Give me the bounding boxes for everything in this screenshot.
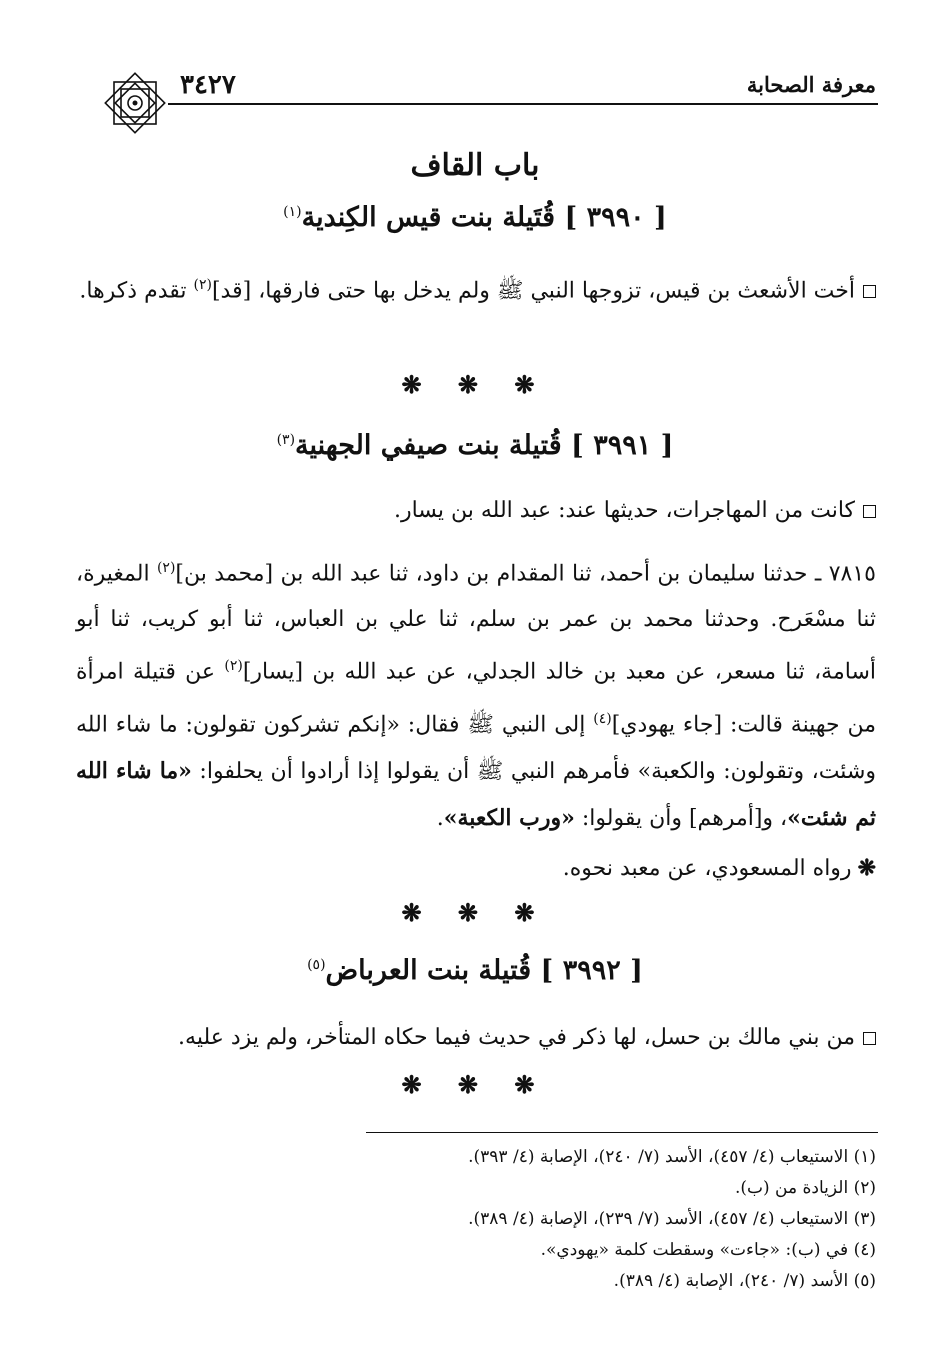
entry-heading-3990 bbox=[0, 202, 950, 233]
footnote-ref: (٢) bbox=[224, 658, 243, 675]
hadith-text: . bbox=[436, 805, 444, 831]
footnote-ref: (٥) bbox=[307, 957, 326, 973]
hadith-text: ، و[أمرهم] وأن يقولوا: bbox=[574, 805, 788, 831]
running-title: معرفة الصحابة bbox=[746, 72, 876, 97]
square-bullet-icon bbox=[863, 505, 876, 518]
header-rule bbox=[168, 103, 878, 105]
square-bullet-icon bbox=[863, 285, 876, 298]
entry-heading-3991 bbox=[0, 430, 950, 461]
footnote: (١) الاستيعاب (٤/ ٤٥٧)، الأسد (٧/ ٢٤٠)، الإصابة (٤/ ٣٩٣). bbox=[468, 1147, 876, 1167]
entry-intro-3991 bbox=[76, 488, 876, 534]
hadith-text: إلى النبي ﷺ فقال: «إنكم تشركون تقولون: ما شاء الله وشئت، وتقولون: والكعبة» فأمرهم النبي ﷺ أن يقولوا إذا أرادوا أن يحلفوا: bbox=[76, 711, 876, 784]
hadith-bold-phrase: «ما شاء الله ثم شئت» bbox=[76, 757, 876, 831]
footnote: (٢) الزيادة من (ب). bbox=[734, 1178, 876, 1198]
footnote-ref: (٢) bbox=[156, 560, 176, 576]
footnote-rule bbox=[366, 1132, 878, 1133]
entry-text-part: أخت الأشعث بن قيس، تزوجها النبي ﷺ ولم يدخل بها حتى فارقها، [قد] bbox=[211, 278, 855, 304]
footnote: (٥) الأسد (٧/ ٢٤٠)، الإصابة (٤/ ٣٨٩). bbox=[613, 1271, 876, 1291]
footnote-ref: (٣) bbox=[276, 432, 296, 448]
footnote: (٣) الاستيعاب (٤/ ٤٥٧)، الأسد (٧/ ٢٣٩)، الإصابة (٤/ ٣٨٩). bbox=[468, 1209, 876, 1229]
hadith-7815 bbox=[76, 545, 876, 842]
hadith-text: المغيرة، ثنا مسْعَرح. وحدثنا محمد بن عمر بن سلم، ثنا علي بن العباس، ثنا أبو كريب، ثنا أبو أسامة، ثنا مسعر، عن معبد بن خالد الجدلي، عن عبد الله بن [يسار] bbox=[76, 561, 876, 685]
narration-text: رواه المسعودي، عن معبد نحوه. bbox=[562, 856, 852, 881]
page-number: ٣٤٢٧ bbox=[180, 70, 236, 100]
entry-text-3992 bbox=[76, 1015, 876, 1061]
entry-intro-text: كانت من المهاجرات، حديثها عند: عبد الله بن يسار. bbox=[393, 498, 855, 523]
entry-heading-text: [ ٣٩٩١ ] قُتيلة بنت صيفي الجهنية bbox=[295, 430, 674, 461]
entry-heading-text: [ ٣٩٩٢ ] قُتيلة بنت العرباض bbox=[325, 955, 643, 986]
hadith-text: ٧٨١٥ ـ حدثنا سليمان بن أحمد، ثنا المقدام بن داود، ثنا عبد الله بن [محمد بن] bbox=[175, 561, 876, 587]
narration-note bbox=[76, 845, 876, 892]
octagonal-star-ornament-icon bbox=[102, 70, 168, 136]
section-separator: ❋ ❋ ❋ bbox=[401, 1070, 549, 1099]
footnote: (٤) في (ب): «جاءت» وسقطت كلمة «يهودي». bbox=[540, 1240, 876, 1260]
section-separator: ❋ ❋ ❋ bbox=[401, 898, 549, 927]
entry-heading-3992 bbox=[0, 955, 950, 986]
footnote-ref: (١) bbox=[283, 204, 302, 220]
square-bullet-icon bbox=[863, 1032, 876, 1045]
footnote-ref: (٤) bbox=[593, 710, 612, 727]
entry-text-part: تقدم ذكرها. bbox=[79, 278, 194, 304]
entry-text-3990 bbox=[76, 262, 876, 314]
chapter-title: باب القاف bbox=[410, 148, 540, 183]
star-bullet-icon: ❋ bbox=[857, 855, 876, 881]
entry-heading-text: [ ٣٩٩٠ ] قُتَيلة بنت قيس الكِندية bbox=[301, 202, 667, 233]
footnotes-list bbox=[76, 1142, 876, 1297]
footnote-ref: (٢) bbox=[193, 277, 212, 293]
entry-text: من بني مالك بن حسل، لها ذكر في حديث فيما حكاه المتأخر، ولم يزد عليه. bbox=[178, 1025, 855, 1050]
hadith-bold-phrase: «ورب الكعبة» bbox=[443, 804, 575, 831]
section-separator: ❋ ❋ ❋ bbox=[401, 370, 549, 399]
hadith-text: عن قتيلة امرأة من جهينة قالت: [جاء يهودي] bbox=[76, 659, 876, 737]
